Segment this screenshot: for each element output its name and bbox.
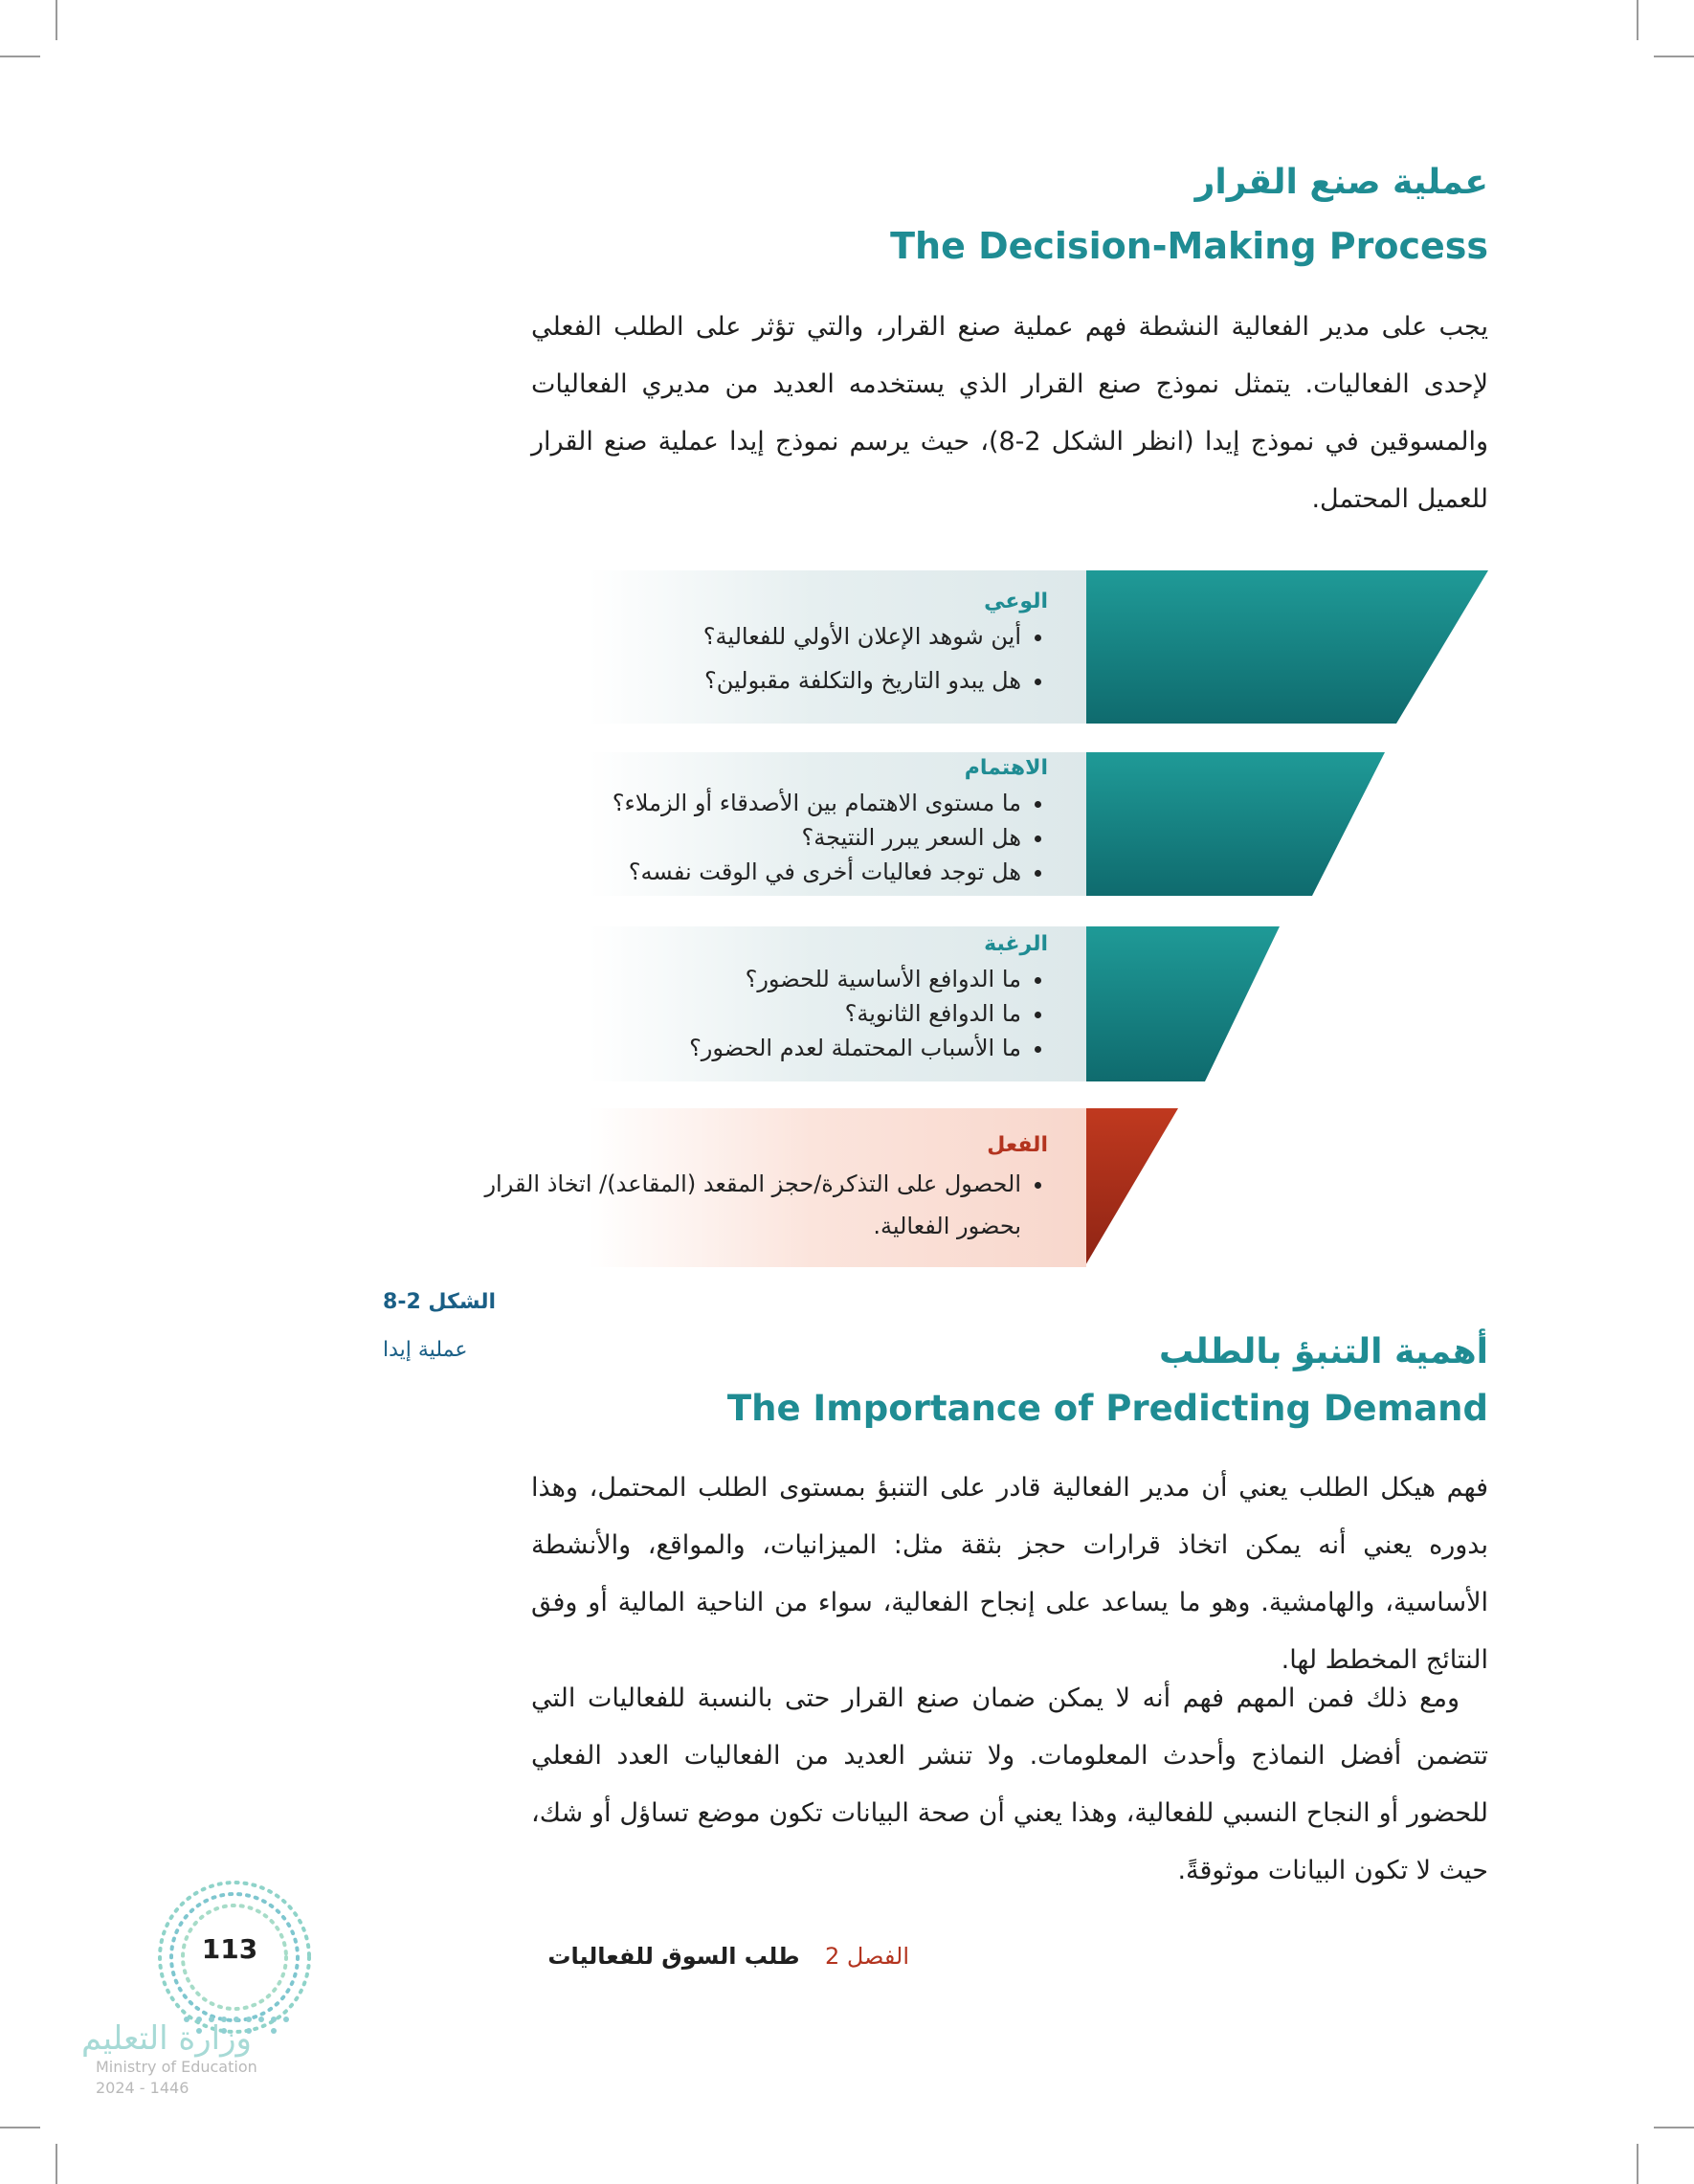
ministry-name-ar: وزارة التعليم [81, 2019, 252, 2058]
stage-desire-panel [589, 926, 1086, 1081]
crop-mark [1637, 2144, 1638, 2184]
stage-item: • ما مستوى الاهتمام بين الأصدقاء أو الزملاء؟ [474, 786, 1021, 820]
stage-item: • هل السعر يبرر النتيجة؟ [474, 820, 1021, 855]
crop-mark [1654, 56, 1694, 57]
crop-mark [0, 56, 40, 57]
chapter-title: طلب السوق للفعاليات [547, 1943, 800, 1970]
section2-paragraph-1: فهم هيكل الطلب يعني أن مدير الفعالية قادر على التنبؤ بمستوى الطلب المحتمل، وهذا بدوره يعني أنه يمكن اتخاذ قرارات حجز بثقة مثل: الميزانيات، والمواقع، والأنشطة الأساسية، والهامشية. وهو ما يساعد على إنجاح الفعالية، سواء من الناحية المالية أو وفق النتائج المخطط لها. [531, 1473, 1488, 1675]
crop-mark [1654, 2127, 1694, 2128]
stage-item: • ما الدوافع الأساسية للحضور؟ [474, 962, 1021, 996]
ministry-year: 2024 - 1446 [96, 2079, 189, 2097]
crop-mark [56, 2144, 57, 2184]
stage-title: الاهتمام [964, 756, 1048, 780]
stage-item: • هل يبدو التاريخ والتكلفة مقبولين؟ [474, 663, 1021, 698]
stage-awareness-panel [589, 570, 1086, 724]
funnel-stage-action [1084, 1108, 1178, 1267]
section2-title-en: The Importance of Predicting Demand [726, 1388, 1488, 1429]
stage-title: الوعي [984, 590, 1048, 613]
stage-interest-panel [589, 752, 1086, 896]
stage-title: الرغبة [984, 932, 1048, 956]
funnel-stage-interest [1084, 752, 1385, 896]
section2-title-ar: أهمية التنبؤ بالطلب [1159, 1332, 1488, 1371]
footer-chapter [547, 1943, 909, 1970]
section-paragraph: يجب على مدير الفعالية النشطة فهم عملية صنع القرار، والتي تؤثر على الطلب الفعلي لإحدى الفعاليات. يتمثل نموذج صنع القرار الذي يستخدمه العديد من مديري الفعاليات والمسوقين في نموذج إيدا (انظر الشكل 2-8)، حيث يرسم نموذج إيدا عملية صنع القرار للعميل المحتمل. [531, 312, 1488, 514]
chapter-number: الفصل 2 [824, 1943, 909, 1970]
stage-item: • هل توجد فعاليات أخرى في الوقت نفسه؟ [474, 855, 1021, 889]
crop-mark [1637, 0, 1638, 40]
crop-mark [56, 0, 57, 40]
stage-action-panel [484, 1108, 1086, 1267]
section2-paragraph-2: ومع ذلك فمن المهم فهم أنه لا يمكن ضمان صنع القرار حتى بالنسبة للفعاليات التي تتضمن أفضل النماذج وأحدث المعلومات. ولا تنشر العديد من الفعاليات العدد الفعلي للحضور أو النجاح النسبي للفعالية، وهذا يعني أن صحة البيانات تكون موضع تساؤل أو شك، حيث لا تكون البيانات موثوقةً. [531, 1683, 1488, 1885]
stage-title: الفعل [987, 1133, 1048, 1157]
ministry-name-en: Ministry of Education [96, 2058, 257, 2076]
figure-caption-text: عملية إيدا [383, 1338, 468, 1362]
stage-item: • الحصول على التذكرة/حجز المقعد (المقاعد)/ اتخاذ القرار بحضور الفعالية. [447, 1163, 1021, 1247]
section-title-ar: عملية صنع القرار [1194, 163, 1488, 202]
stage-item: • ما الدوافع الثانوية؟ [474, 996, 1021, 1031]
funnel-stage-awareness [1084, 570, 1488, 724]
aida-funnel-shapes [1084, 570, 1491, 1269]
stage-item: • أين شوهد الإعلان الأولي للفعالية؟ [474, 619, 1021, 654]
stage-item: • ما الأسباب المحتملة لعدم الحضور؟ [474, 1031, 1021, 1065]
section-title-en: The Decision-Making Process [890, 225, 1488, 267]
page-number: 113 [201, 1933, 258, 1965]
figure-caption-number: الشكل 2-8 [383, 1290, 497, 1314]
crop-mark [0, 2127, 40, 2128]
funnel-stage-desire [1084, 926, 1280, 1081]
